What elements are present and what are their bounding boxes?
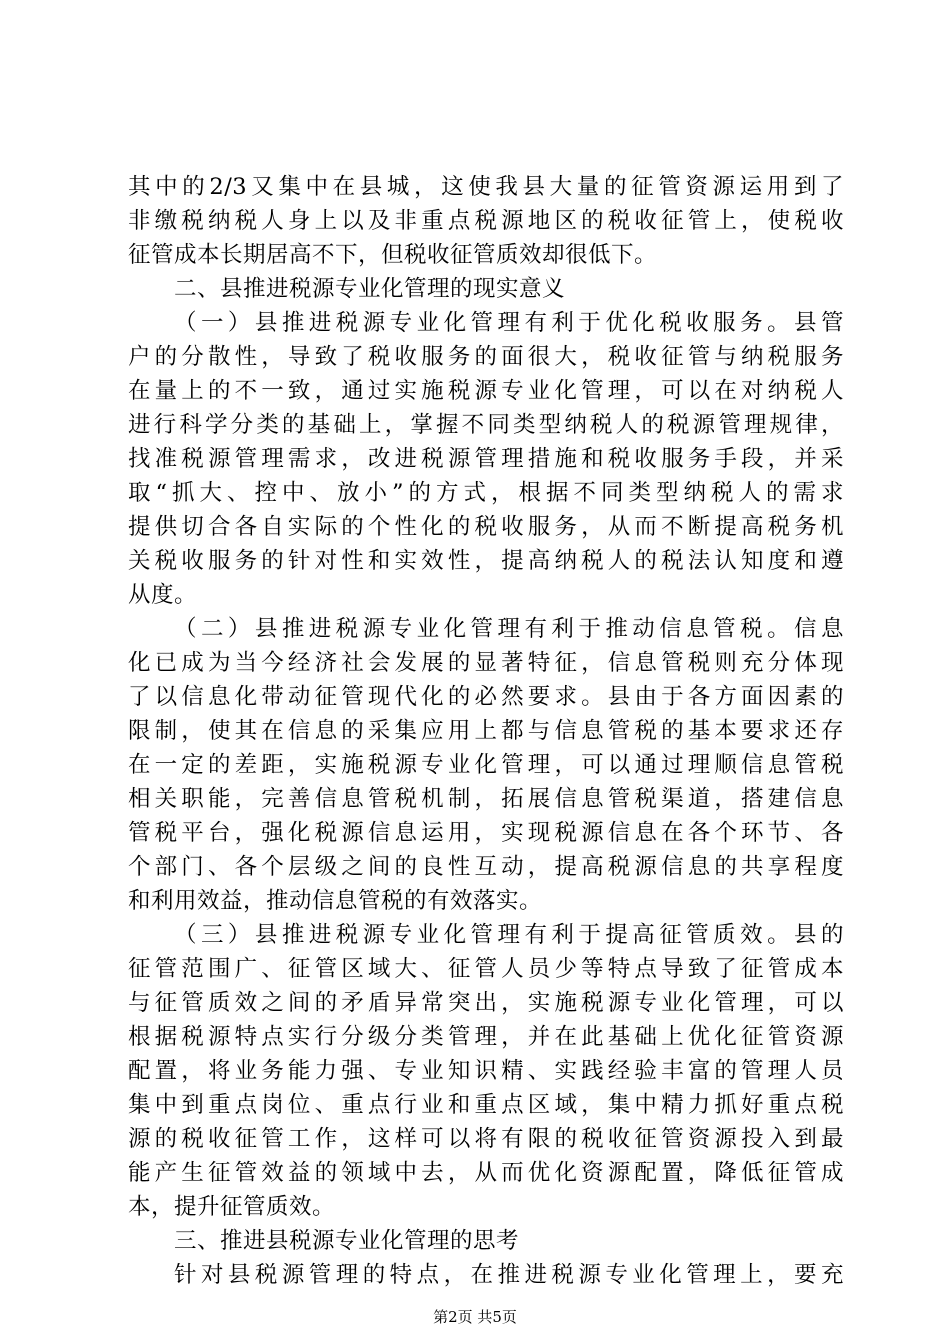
- text-line: 户的分散性，导致了税收服务的面很大，税收征管与纳税服务: [128, 344, 844, 370]
- text-line: 从度。: [128, 582, 198, 608]
- text-line: 配置，将业务能力强、专业知识精、实践经验丰富的管理人员: [128, 1058, 844, 1084]
- text-line: 能产生征管效益的领域中去，从而优化资源配置，降低征管成: [128, 1160, 844, 1186]
- text-line: 相关职能，完善信息管税机制，拓展信息管税渠道，搭建信息: [128, 786, 844, 812]
- text-line: 个部门、各个层级之间的良性互动，提高税源信息的共享程度: [128, 854, 844, 880]
- text-line: 取“抓大、控中、放小”的方式，根据不同类型纳税人的需求: [128, 480, 844, 506]
- text-line: 非缴税纳税人身上以及非重点税源地区的税收征管上，使税收: [128, 208, 844, 234]
- text-line: 提供切合各自实际的个性化的税收服务，从而不断提高税务机: [128, 514, 844, 540]
- text-line: 其中的2/3又集中在县城，这使我县大量的征管资源运用到了: [128, 174, 844, 200]
- text-line: 找准税源管理需求，改进税源管理措施和税收服务手段，并采: [128, 446, 844, 472]
- text-line: 源的税收征管工作，这样可以将有限的税收征管资源投入到最: [128, 1126, 844, 1152]
- text-line: 征管成本长期居高不下，但税收征管质效却很低下。: [128, 242, 658, 268]
- text-line: 限制，使其在信息的采集应用上都与信息管税的基本要求还存: [128, 718, 844, 744]
- text-line: 根据税源特点实行分级分类管理，并在此基础上优化征管资源: [128, 1024, 844, 1050]
- text-line: 与征管质效之间的矛盾异常突出，实施税源专业化管理，可以: [128, 990, 844, 1016]
- text-line: 本，提升征管质效。: [128, 1194, 336, 1220]
- text-line: （一）县推进税源专业化管理有利于优化税收服务。县管: [174, 310, 844, 336]
- text-line: 在一定的差距，实施税源专业化管理，可以通过理顺信息管税: [128, 752, 844, 778]
- section-heading: 三、推进县税源专业化管理的思考: [174, 1228, 520, 1254]
- text-line: 集中到重点岗位、重点行业和重点区域，集中精力抓好重点税: [128, 1092, 844, 1118]
- text-line: （二）县推进税源专业化管理有利于推动信息管税。信息: [174, 616, 844, 642]
- page-number: 第2页 共5页: [433, 1308, 517, 1326]
- text-line: 关税收服务的针对性和实效性，提高纳税人的税法认知度和遵: [128, 548, 844, 574]
- section-heading: 二、县推进税源专业化管理的现实意义: [174, 276, 566, 302]
- text-line: （三）县推进税源专业化管理有利于提高征管质效。县的: [174, 922, 844, 948]
- text-line: 征管范围广、征管区域大、征管人员少等特点导致了征管成本: [128, 956, 844, 982]
- text-line: 和利用效益，推动信息管税的有效落实。: [128, 888, 543, 914]
- text-line: 进行科学分类的基础上，掌握不同类型纳税人的税源管理规律，: [128, 412, 844, 438]
- text-line: 在量上的不一致，通过实施税源专业化管理，可以在对纳税人: [128, 378, 844, 404]
- text-line: 针对县税源管理的特点，在推进税源专业化管理上，要充: [174, 1262, 844, 1288]
- text-line: 了以信息化带动征管现代化的必然要求。县由于各方面因素的: [128, 684, 844, 710]
- text-line: 化已成为当今经济社会发展的显著特征，信息管税则充分体现: [128, 650, 844, 676]
- text-line: 管税平台，强化税源信息运用，实现税源信息在各个环节、各: [128, 820, 844, 846]
